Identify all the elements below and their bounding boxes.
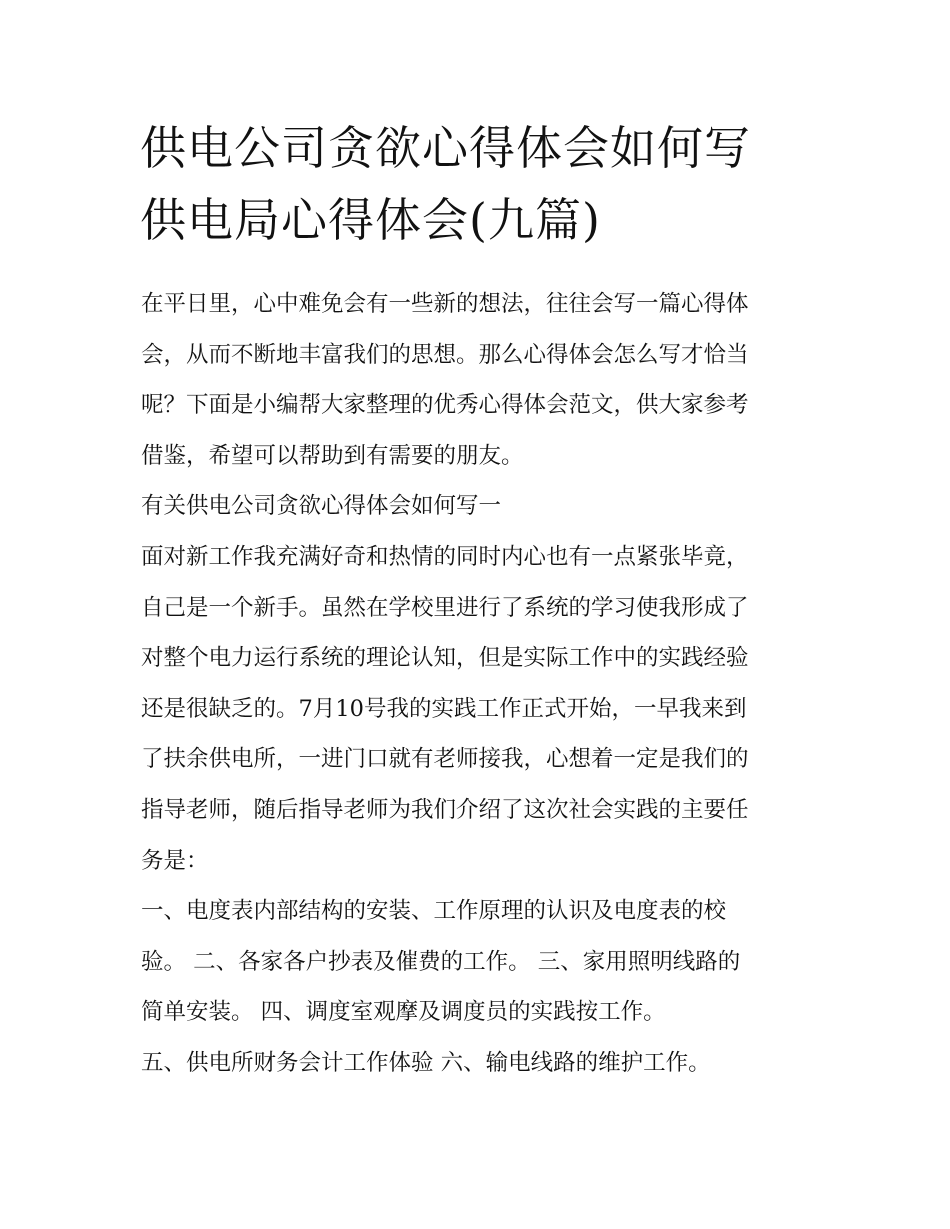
body-line: 简单安装。 四、调度室观摩及调度员的实践按工作。 [141,999,666,1026]
body-line: 面对新工作我充满好奇和热情的同时内心也有一点紧张毕竟， [141,543,749,570]
body-line: 务是： [141,847,209,874]
body-line: 验。 二、各家各户抄表及催费的工作。 三、家用照明线路的 [141,948,741,975]
document-body [141,279,821,1089]
body-line: 指导老师，随后指导老师为我们介绍了这次社会实践的主要任 [141,796,749,823]
body-line: 了扶余供电所，一进门口就有老师接我，心想着一定是我们的 [141,746,749,773]
body-line: 五、供电所财务会计工作体验 六、输电线路的维护工作。 [141,1049,711,1076]
body-line: 一、电度表内部结构的安装、工作原理的认识及电度表的校 [141,898,727,925]
title-line-1: 供电公司贪欲心得体会如何写 [140,121,751,175]
body-line: 自己是一个新手。虽然在学校里进行了系统的学习使我形成了 [141,594,749,621]
body-line: 借鉴，希望可以帮助到有需要的朋友。 [141,442,524,469]
body-line: 会，从而不断地丰富我们的思想。那么心得体会怎么写才恰当 [141,341,749,368]
body-line: 在平日里，心中难免会有一些新的想法，往往会写一篇心得体 [141,291,749,317]
body-line: 还是很缺乏的。7月10号我的实践工作正式开始，一早我来到 [141,695,747,722]
body-line: 呢？下面是小编帮大家整理的优秀心得体会范文，供大家参考 [141,392,749,419]
section-heading: 有关供电公司贪欲心得体会如何写一 [141,493,502,520]
document-title [140,112,830,256]
body-line: 对整个电力运行系统的理论认知，但是实际工作中的实践经验 [141,645,749,672]
title-line-2: 供电局心得体会(九篇) [140,193,601,247]
